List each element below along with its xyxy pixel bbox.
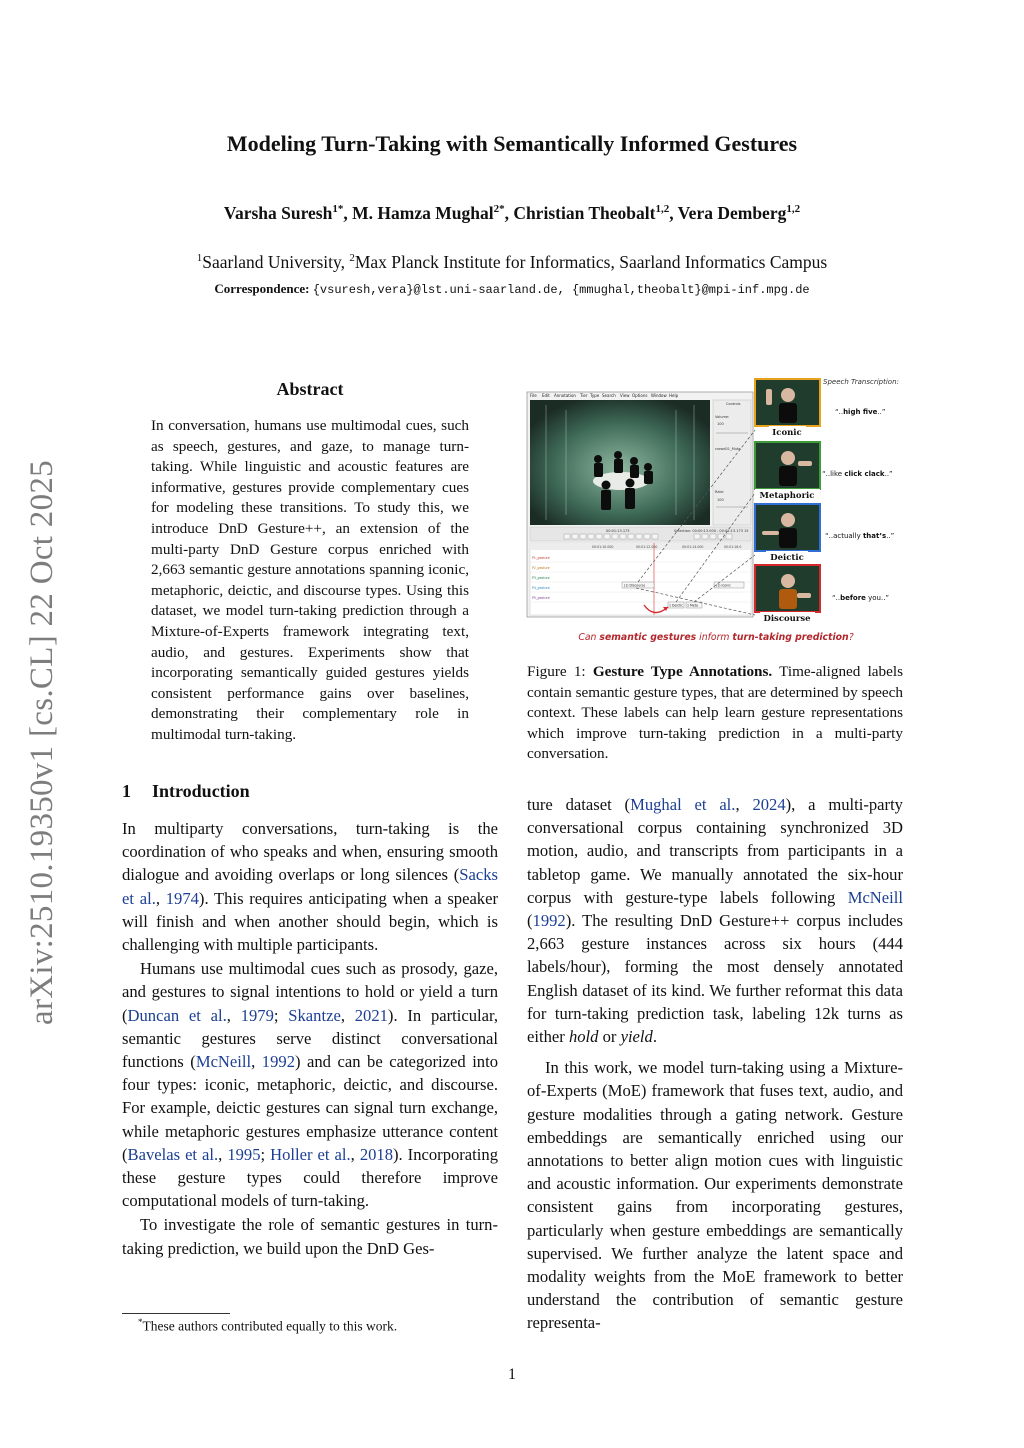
speech-quotes — [822, 408, 894, 602]
annotation-label: 1 Meta — [687, 603, 698, 608]
volume-value: 100 — [717, 422, 724, 426]
speech-transcription-label: Speech Transcription: — [823, 378, 899, 386]
menu-item: Options — [632, 393, 648, 398]
citation-link[interactable]: 1995 — [227, 1144, 261, 1164]
citation-link[interactable]: 1992 — [532, 911, 566, 931]
email-link[interactable]: {mmughal,theobalt}@mpi-inf.mpg.de — [571, 283, 810, 297]
affiliation: Max Planck Institute for Informatics, Saarland Informatics Campus — [354, 252, 828, 272]
stream-label: crowd01_Mute — [715, 447, 741, 451]
speech-quote: “..actually that’s..” — [825, 532, 895, 540]
section-title: Introduction — [152, 781, 250, 801]
tier-label: P4_gesture — [532, 586, 550, 590]
menu-item: View — [620, 393, 630, 398]
menu-item: Annotation — [554, 393, 576, 398]
citation-link[interactable]: Sacks et al. — [122, 865, 498, 908]
arxiv-identifier: arXiv:2510.19350v1 [cs.CL] 22 Oct 2025 — [24, 460, 60, 1025]
menu-item: Help — [669, 393, 679, 398]
abstract-body: In conversation, humans use multimodal cues, such as speech, gestures, and gaze, to manage turn-taking. While linguistic and acoustic features are informative, gestures provide complementary cues for modeling these transitions. To study this, we introduce DnD Gesture++, an extension of the multi-party DnD Gesture corpus enriched with 2,663 semantic gesture annotations spanning iconic, metaphoric, deictic, and discourse types. Using this dataset, we model turn-taking prediction through a Mixture-of-Experts framework integrating text, audio, and gestures. Experiments show that incorporating semantically guided gestures yields consistent performance gains over baselines, demonstrating their complementary role in multimodal turn-taking. — [151, 417, 469, 743]
figure-question: Can semantic gestures inform turn-taking prediction? — [578, 632, 854, 643]
author-name: Varsha Suresh — [223, 203, 333, 223]
gesture-type-label: Metaphoric — [759, 491, 815, 501]
affil-mark: 1 — [196, 252, 203, 265]
menu-item: File — [530, 393, 537, 398]
footnote-rule — [122, 1313, 230, 1314]
author-list: Varsha Suresh$^{1*}$, M. Hamza Mughal$^{2*}$, Christian Theobalt$^{1,2}$, Vera Demberg$^{1,2}$ — [223, 203, 801, 223]
caption-title: Gesture Type Annotations. — [592, 663, 773, 680]
volume-label: Volume: — [715, 415, 730, 419]
annotation-label: (1) Discourse — [624, 583, 646, 588]
ruler-time: 00:01:12.000 — [636, 545, 658, 549]
right-column — [527, 793, 903, 1335]
author-name: M. Hamza Mughal — [352, 203, 494, 223]
figure-label: Figure 1: — [527, 663, 593, 680]
transport-buttons[interactable] — [564, 534, 732, 539]
footnote-mark: * — [138, 1317, 143, 1327]
correspondence-label: Correspondence: — [214, 281, 310, 296]
menu-item: Search — [602, 393, 616, 398]
citation-link[interactable]: 2018 — [359, 1144, 393, 1164]
timecode: 00:01:13.173 — [606, 529, 630, 533]
correspondence — [0, 281, 1024, 297]
citation-link[interactable]: Duncan et al. — [127, 1005, 227, 1025]
menu-item: Type — [590, 393, 600, 398]
citation-link[interactable]: Holler et al. — [270, 1144, 351, 1164]
tier-label: P3_gesture — [532, 576, 550, 580]
author-name: Christian Theobalt — [513, 203, 656, 223]
gesture-type-label: Deictic — [770, 553, 804, 563]
gesture-thumb-deictic — [755, 504, 820, 551]
annotation-label: (1) Iconic — [716, 583, 731, 588]
abstract-heading: Abstract — [276, 379, 344, 399]
figure-gesture-annotations — [526, 375, 906, 647]
caption-text: Time-aligned labels contain semantic gesture types, that are determined by speech context. These labels can help learn gesture representations which improve turn-taking prediction in a multi-party conversation. — [527, 663, 903, 763]
footnote — [138, 1317, 397, 1335]
paragraph: Humans use multimodal cues such as prosody, gaze, and gestures to signal intentions to hold or yield a turn (Duncan et al., 1979; Skantze, 2021). In particular, semantic gestures serve distinct conversational functions (McNeill, 1992) and can be categorized into four types: iconic, metaphoric, deictic, and discourse. For example, deictic gestures can signal turn exchange, while metaphoric gestures emphasize utterance content (Bavelas et al., 1995; Holler et al., 2018). Incorporating these gesture types could therefore improve computational models of turn-taking. — [122, 959, 499, 1211]
left-column — [122, 817, 498, 1260]
menu-item: Window — [651, 393, 667, 398]
gesture-thumb-metaphoric — [755, 442, 820, 489]
affiliation: Saarland University, — [202, 252, 350, 272]
citation-link[interactable]: 1979 — [240, 1005, 274, 1025]
menu-item: Edit — [542, 393, 550, 398]
email-link[interactable]: {vsuresh,vera}@lst.uni-saarland.de — [312, 283, 558, 297]
figure-caption — [527, 662, 903, 765]
tier-label: P5_gesture — [532, 596, 550, 600]
tier-label: P2_gesture — [532, 566, 550, 570]
gesture-type-label: Discourse — [763, 614, 811, 624]
ruler-time: 00:01:14.000 — [682, 545, 704, 549]
annotation-label: 1 Deictic — [669, 603, 683, 608]
affil-mark: 2 — [349, 252, 355, 265]
citation-link[interactable]: 1974 — [165, 888, 199, 908]
citation-link[interactable]: McNeill — [195, 1052, 252, 1072]
page-number: 1 — [508, 1366, 516, 1383]
tier-label: P1_gesture — [532, 556, 550, 560]
gesture-thumb-iconic — [755, 379, 820, 426]
gesture-thumb-discourse — [755, 565, 820, 612]
paper-title: Modeling Turn-Taking with Semantically Informed Gestures — [226, 131, 798, 156]
citation-link[interactable]: Mughal et al. — [630, 795, 736, 814]
footnote-text: These authors contributed equally to this work. — [142, 1318, 398, 1334]
citation-link[interactable]: 2024 — [752, 795, 786, 814]
affiliations — [0, 252, 1024, 273]
author-name: Vera Demberg — [677, 203, 787, 223]
citation-link[interactable]: 2021 — [354, 1005, 388, 1025]
separator: , — [557, 283, 572, 297]
rate-label: Rate: — [715, 490, 725, 494]
citation-link[interactable]: Bavelas et al. — [127, 1144, 219, 1164]
section-number: 1 — [122, 781, 131, 801]
rate-value: 100 — [717, 498, 724, 502]
citation-link[interactable]: McNeill — [847, 887, 903, 907]
selection-readout: Selection: 00:00:13.000 - 00:01:13.173 15 — [674, 529, 749, 533]
ruler-time: 00:01:10.000 — [592, 545, 614, 549]
author-affil-mark: 1,2 — [786, 203, 801, 216]
speech-quote: “..high five..” — [835, 408, 886, 416]
paragraph: ture dataset (Mughal et al., 2024), a multi-party conversational corpus containing synchronized 3D motion, audio, and transcripts from participants in a tabletop game. We manually annotated the six-hour corpus with gesture-type labels following McNeill (1992). The resulting DnD Gesture++ corpus includes 2,663 gesture instances across six hours (444 labels/hour), forming the most densely annotated English dataset of its kind. We further reformat this data for turn-taking prediction task, labeling 12k turns as either hold or yield. — [527, 795, 903, 1047]
citation-link[interactable]: 1992 — [261, 1052, 295, 1072]
author-affil-mark: 1* — [332, 203, 344, 216]
menu-item: Tier — [580, 393, 588, 398]
paragraph: In this work, we model turn-taking using a Mixture-of-Experts (MoE) framework that fuses text, audio, and gesture modalities through a gating network. Gesture embeddings are semantically enriched using our annotations to better align motion cues with linguistic and acoustic information. Our experiments demonstrate consistent gains from incorporating gestures, particularly when gesture embeddings are semantically supervised. We further analyze the latent space and modality weights from the MoE framework to better understand the contribution of semantic gesture representa- — [527, 1058, 903, 1333]
gesture-type-label: Iconic — [772, 428, 802, 438]
speech-quote: “..before you..” — [832, 594, 890, 602]
ruler-time: 00:01:16.0 — [724, 545, 742, 549]
speech-quote: “..like click clack..” — [822, 470, 893, 478]
timeline-panel — [530, 543, 751, 615]
paragraph: In multiparty conversations, turn-taking is the coordination of who speaks and when, ensuring smooth dialogue and avoiding overlaps or long silences (Sacks et al., 1974). This requires anticipating when a speaker will finish and when another should begin, which is challenging with multiple participants. — [122, 819, 498, 955]
author-affil-mark: 2* — [493, 203, 505, 216]
section-heading — [122, 781, 250, 802]
controls-label: Controls — [726, 402, 741, 406]
paragraph: To investigate the role of semantic gestures in turn-taking prediction, we build upon the DnD Ges- — [122, 1215, 498, 1258]
citation-link[interactable]: Skantze — [288, 1005, 341, 1025]
author-affil-mark: 1,2 — [655, 203, 670, 216]
